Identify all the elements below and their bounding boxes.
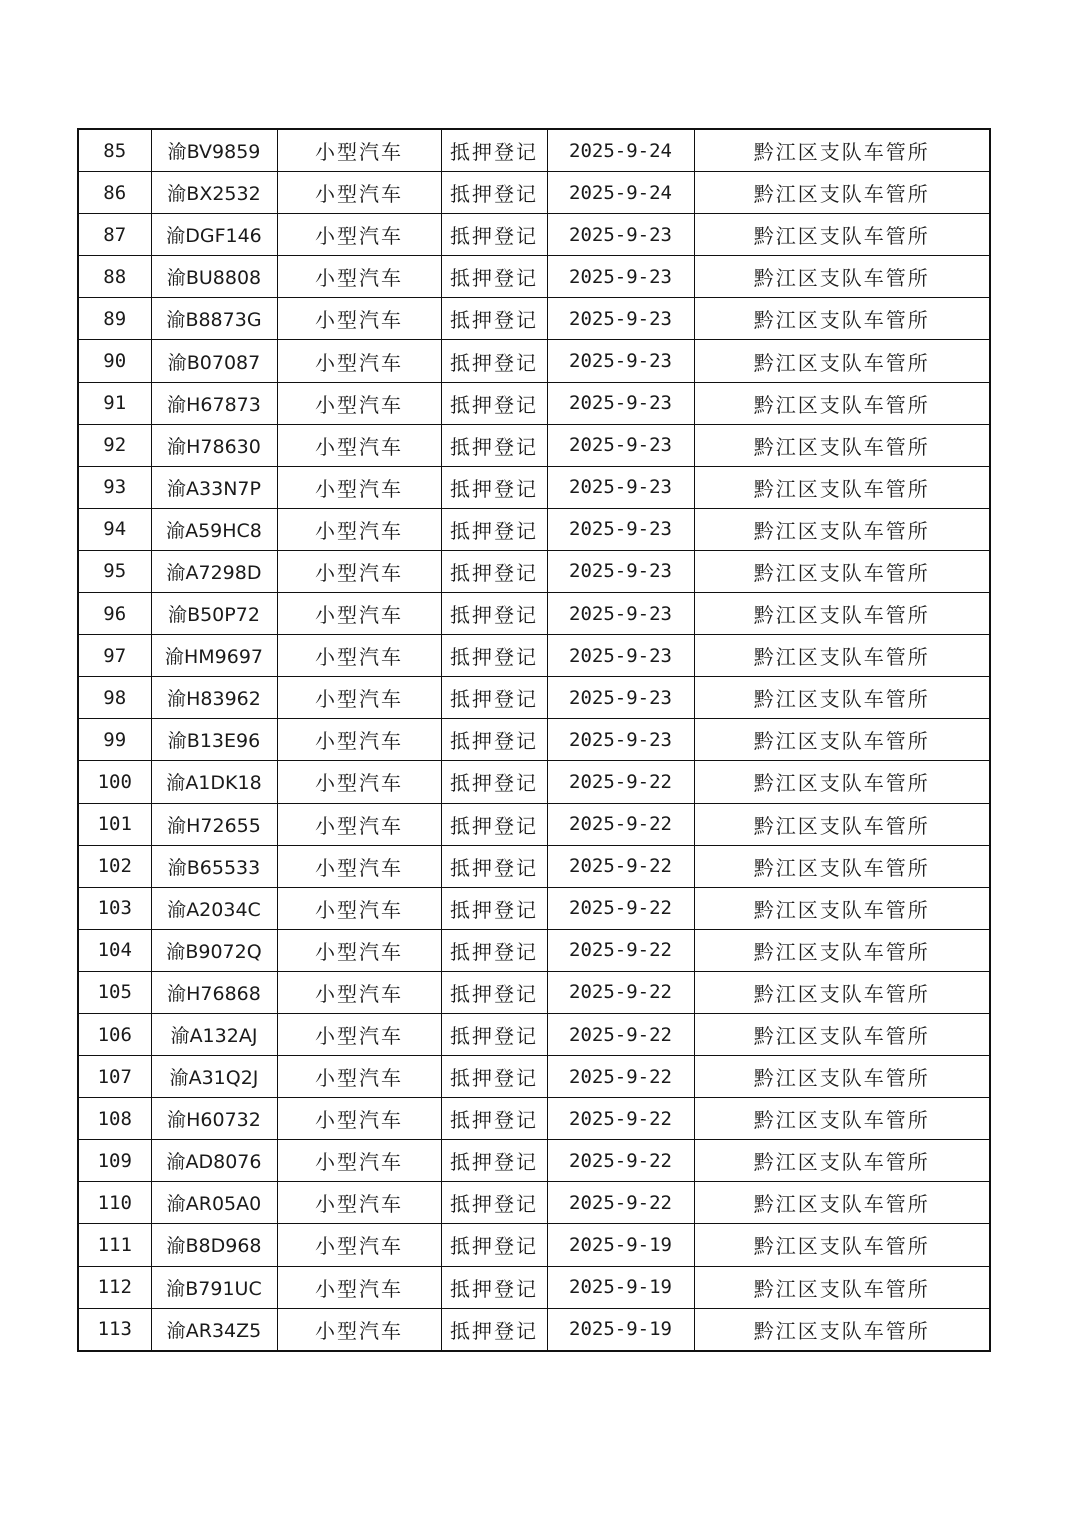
- vehicle-type-cell: 小型汽车: [277, 803, 441, 845]
- table-row: [78, 1140, 990, 1182]
- table-row: [78, 1308, 990, 1351]
- vehicle-type-cell: 小型汽车: [277, 887, 441, 929]
- date-cell: 2025-9-23: [547, 214, 694, 256]
- date-cell: 2025-9-23: [547, 382, 694, 424]
- date-cell: 2025-9-22: [547, 1098, 694, 1140]
- vehicle-type-cell: 小型汽车: [277, 1013, 441, 1055]
- serial-number-cell: 110: [78, 1182, 151, 1224]
- serial-number-cell: 111: [78, 1224, 151, 1266]
- registration-table-body: [78, 129, 990, 1351]
- date-cell: 2025-9-23: [547, 340, 694, 382]
- business-type-cell: 抵押登记: [441, 887, 547, 929]
- office-cell: 黔江区支队车管所: [694, 172, 990, 214]
- plate-number-cell: 渝DGF146: [151, 214, 277, 256]
- serial-number-cell: 86: [78, 172, 151, 214]
- date-cell: 2025-9-24: [547, 129, 694, 172]
- date-cell: 2025-9-22: [547, 803, 694, 845]
- business-type-cell: 抵押登记: [441, 677, 547, 719]
- office-cell: 黔江区支队车管所: [694, 887, 990, 929]
- table-row: [78, 887, 990, 929]
- vehicle-type-cell: 小型汽车: [277, 340, 441, 382]
- business-type-cell: 抵押登记: [441, 1182, 547, 1224]
- vehicle-type-cell: 小型汽车: [277, 1182, 441, 1224]
- serial-number-cell: 88: [78, 256, 151, 298]
- table-row: [78, 1182, 990, 1224]
- table-row: [78, 677, 990, 719]
- business-type-cell: 抵押登记: [441, 424, 547, 466]
- business-type-cell: 抵押登记: [441, 466, 547, 508]
- business-type-cell: 抵押登记: [441, 298, 547, 340]
- office-cell: 黔江区支队车管所: [694, 256, 990, 298]
- vehicle-type-cell: 小型汽车: [277, 635, 441, 677]
- date-cell: 2025-9-22: [547, 929, 694, 971]
- office-cell: 黔江区支队车管所: [694, 340, 990, 382]
- plate-number-cell: 渝B07087: [151, 340, 277, 382]
- vehicle-type-cell: 小型汽车: [277, 298, 441, 340]
- office-cell: 黔江区支队车管所: [694, 845, 990, 887]
- office-cell: 黔江区支队车管所: [694, 1266, 990, 1308]
- plate-number-cell: 渝A59HC8: [151, 508, 277, 550]
- business-type-cell: 抵押登记: [441, 971, 547, 1013]
- date-cell: 2025-9-23: [547, 466, 694, 508]
- business-type-cell: 抵押登记: [441, 593, 547, 635]
- date-cell: 2025-9-22: [547, 887, 694, 929]
- plate-number-cell: 渝B8D968: [151, 1224, 277, 1266]
- date-cell: 2025-9-23: [547, 298, 694, 340]
- date-cell: 2025-9-23: [547, 256, 694, 298]
- plate-number-cell: 渝B13E96: [151, 719, 277, 761]
- vehicle-type-cell: 小型汽车: [277, 719, 441, 761]
- table-row: [78, 635, 990, 677]
- office-cell: 黔江区支队车管所: [694, 298, 990, 340]
- serial-number-cell: 93: [78, 466, 151, 508]
- plate-number-cell: 渝BV9859: [151, 129, 277, 172]
- office-cell: 黔江区支队车管所: [694, 508, 990, 550]
- serial-number-cell: 100: [78, 761, 151, 803]
- date-cell: 2025-9-22: [547, 1182, 694, 1224]
- serial-number-cell: 87: [78, 214, 151, 256]
- table-row: [78, 466, 990, 508]
- vehicle-type-cell: 小型汽车: [277, 214, 441, 256]
- vehicle-type-cell: 小型汽车: [277, 382, 441, 424]
- plate-number-cell: 渝A31Q2J: [151, 1056, 277, 1098]
- serial-number-cell: 98: [78, 677, 151, 719]
- serial-number-cell: 90: [78, 340, 151, 382]
- table-row: [78, 971, 990, 1013]
- vehicle-type-cell: 小型汽车: [277, 172, 441, 214]
- vehicle-type-cell: 小型汽车: [277, 845, 441, 887]
- date-cell: 2025-9-23: [547, 424, 694, 466]
- plate-number-cell: 渝H67873: [151, 382, 277, 424]
- table-row: [78, 298, 990, 340]
- office-cell: 黔江区支队车管所: [694, 803, 990, 845]
- date-cell: 2025-9-23: [547, 677, 694, 719]
- table-row: [78, 719, 990, 761]
- date-cell: 2025-9-23: [547, 508, 694, 550]
- plate-number-cell: 渝BX2532: [151, 172, 277, 214]
- office-cell: 黔江区支队车管所: [694, 424, 990, 466]
- serial-number-cell: 89: [78, 298, 151, 340]
- business-type-cell: 抵押登记: [441, 1098, 547, 1140]
- date-cell: 2025-9-22: [547, 1140, 694, 1182]
- date-cell: 2025-9-19: [547, 1266, 694, 1308]
- date-cell: 2025-9-22: [547, 761, 694, 803]
- business-type-cell: 抵押登记: [441, 1266, 547, 1308]
- vehicle-type-cell: 小型汽车: [277, 677, 441, 719]
- office-cell: 黔江区支队车管所: [694, 214, 990, 256]
- business-type-cell: 抵押登记: [441, 214, 547, 256]
- date-cell: 2025-9-22: [547, 1056, 694, 1098]
- business-type-cell: 抵押登记: [441, 1308, 547, 1351]
- vehicle-type-cell: 小型汽车: [277, 1140, 441, 1182]
- table-row: [78, 761, 990, 803]
- vehicle-type-cell: 小型汽车: [277, 593, 441, 635]
- business-type-cell: 抵押登记: [441, 256, 547, 298]
- serial-number-cell: 101: [78, 803, 151, 845]
- plate-number-cell: 渝A7298D: [151, 550, 277, 592]
- table-row: [78, 550, 990, 592]
- table-row: [78, 929, 990, 971]
- serial-number-cell: 104: [78, 929, 151, 971]
- plate-number-cell: 渝AR34Z5: [151, 1308, 277, 1351]
- serial-number-cell: 113: [78, 1308, 151, 1351]
- office-cell: 黔江区支队车管所: [694, 635, 990, 677]
- plate-number-cell: 渝BU8808: [151, 256, 277, 298]
- business-type-cell: 抵押登记: [441, 1056, 547, 1098]
- plate-number-cell: 渝AD8076: [151, 1140, 277, 1182]
- plate-number-cell: 渝A2034C: [151, 887, 277, 929]
- business-type-cell: 抵押登记: [441, 340, 547, 382]
- table-row: [78, 1224, 990, 1266]
- table-row: [78, 845, 990, 887]
- date-cell: 2025-9-23: [547, 593, 694, 635]
- business-type-cell: 抵押登记: [441, 508, 547, 550]
- table-row: [78, 340, 990, 382]
- table-row: [78, 172, 990, 214]
- vehicle-type-cell: 小型汽车: [277, 256, 441, 298]
- table-row: [78, 214, 990, 256]
- business-type-cell: 抵押登记: [441, 129, 547, 172]
- business-type-cell: 抵押登记: [441, 382, 547, 424]
- serial-number-cell: 95: [78, 550, 151, 592]
- serial-number-cell: 108: [78, 1098, 151, 1140]
- date-cell: 2025-9-19: [547, 1308, 694, 1351]
- plate-number-cell: 渝H83962: [151, 677, 277, 719]
- office-cell: 黔江区支队车管所: [694, 971, 990, 1013]
- office-cell: 黔江区支队车管所: [694, 466, 990, 508]
- vehicle-type-cell: 小型汽车: [277, 1098, 441, 1140]
- table-row: [78, 382, 990, 424]
- office-cell: 黔江区支队车管所: [694, 1308, 990, 1351]
- table-row: [78, 593, 990, 635]
- plate-number-cell: 渝H78630: [151, 424, 277, 466]
- vehicle-type-cell: 小型汽车: [277, 1056, 441, 1098]
- serial-number-cell: 91: [78, 382, 151, 424]
- business-type-cell: 抵押登记: [441, 761, 547, 803]
- plate-number-cell: 渝A1DK18: [151, 761, 277, 803]
- vehicle-type-cell: 小型汽车: [277, 1224, 441, 1266]
- plate-number-cell: 渝B791UC: [151, 1266, 277, 1308]
- serial-number-cell: 102: [78, 845, 151, 887]
- serial-number-cell: 106: [78, 1013, 151, 1055]
- office-cell: 黔江区支队车管所: [694, 593, 990, 635]
- serial-number-cell: 103: [78, 887, 151, 929]
- table-row: [78, 1056, 990, 1098]
- registration-table: [77, 128, 991, 1352]
- office-cell: 黔江区支队车管所: [694, 1056, 990, 1098]
- vehicle-type-cell: 小型汽车: [277, 550, 441, 592]
- business-type-cell: 抵押登记: [441, 550, 547, 592]
- date-cell: 2025-9-22: [547, 971, 694, 1013]
- serial-number-cell: 99: [78, 719, 151, 761]
- office-cell: 黔江区支队车管所: [694, 129, 990, 172]
- plate-number-cell: 渝AR05A0: [151, 1182, 277, 1224]
- business-type-cell: 抵押登记: [441, 172, 547, 214]
- date-cell: 2025-9-19: [547, 1224, 694, 1266]
- table-row: [78, 424, 990, 466]
- serial-number-cell: 112: [78, 1266, 151, 1308]
- business-type-cell: 抵押登记: [441, 929, 547, 971]
- table-row: [78, 1098, 990, 1140]
- serial-number-cell: 85: [78, 129, 151, 172]
- serial-number-cell: 107: [78, 1056, 151, 1098]
- plate-number-cell: 渝A132AJ: [151, 1013, 277, 1055]
- date-cell: 2025-9-24: [547, 172, 694, 214]
- office-cell: 黔江区支队车管所: [694, 677, 990, 719]
- table-row: [78, 129, 990, 172]
- serial-number-cell: 109: [78, 1140, 151, 1182]
- table-row: [78, 1013, 990, 1055]
- date-cell: 2025-9-23: [547, 719, 694, 761]
- vehicle-type-cell: 小型汽车: [277, 1266, 441, 1308]
- office-cell: 黔江区支队车管所: [694, 1098, 990, 1140]
- business-type-cell: 抵押登记: [441, 803, 547, 845]
- vehicle-type-cell: 小型汽车: [277, 466, 441, 508]
- date-cell: 2025-9-22: [547, 845, 694, 887]
- plate-number-cell: 渝H60732: [151, 1098, 277, 1140]
- office-cell: 黔江区支队车管所: [694, 382, 990, 424]
- business-type-cell: 抵押登记: [441, 635, 547, 677]
- vehicle-type-cell: 小型汽车: [277, 508, 441, 550]
- plate-number-cell: 渝B65533: [151, 845, 277, 887]
- plate-number-cell: 渝B8873G: [151, 298, 277, 340]
- plate-number-cell: 渝H72655: [151, 803, 277, 845]
- table-row: [78, 803, 990, 845]
- vehicle-type-cell: 小型汽车: [277, 929, 441, 971]
- date-cell: 2025-9-23: [547, 550, 694, 592]
- business-type-cell: 抵押登记: [441, 845, 547, 887]
- plate-number-cell: 渝HM9697: [151, 635, 277, 677]
- vehicle-type-cell: 小型汽车: [277, 424, 441, 466]
- vehicle-type-cell: 小型汽车: [277, 129, 441, 172]
- serial-number-cell: 92: [78, 424, 151, 466]
- office-cell: 黔江区支队车管所: [694, 929, 990, 971]
- plate-number-cell: 渝B9072Q: [151, 929, 277, 971]
- office-cell: 黔江区支队车管所: [694, 1224, 990, 1266]
- plate-number-cell: 渝B50P72: [151, 593, 277, 635]
- plate-number-cell: 渝H76868: [151, 971, 277, 1013]
- vehicle-type-cell: 小型汽车: [277, 761, 441, 803]
- serial-number-cell: 94: [78, 508, 151, 550]
- business-type-cell: 抵押登记: [441, 1140, 547, 1182]
- date-cell: 2025-9-22: [547, 1013, 694, 1055]
- business-type-cell: 抵押登记: [441, 1013, 547, 1055]
- office-cell: 黔江区支队车管所: [694, 719, 990, 761]
- date-cell: 2025-9-23: [547, 635, 694, 677]
- table-row: [78, 508, 990, 550]
- serial-number-cell: 96: [78, 593, 151, 635]
- vehicle-type-cell: 小型汽车: [277, 971, 441, 1013]
- office-cell: 黔江区支队车管所: [694, 1013, 990, 1055]
- office-cell: 黔江区支队车管所: [694, 1140, 990, 1182]
- table-row: [78, 256, 990, 298]
- business-type-cell: 抵押登记: [441, 1224, 547, 1266]
- vehicle-type-cell: 小型汽车: [277, 1308, 441, 1351]
- office-cell: 黔江区支队车管所: [694, 550, 990, 592]
- plate-number-cell: 渝A33N7P: [151, 466, 277, 508]
- office-cell: 黔江区支队车管所: [694, 761, 990, 803]
- serial-number-cell: 105: [78, 971, 151, 1013]
- business-type-cell: 抵押登记: [441, 719, 547, 761]
- office-cell: 黔江区支队车管所: [694, 1182, 990, 1224]
- table-row: [78, 1266, 990, 1308]
- serial-number-cell: 97: [78, 635, 151, 677]
